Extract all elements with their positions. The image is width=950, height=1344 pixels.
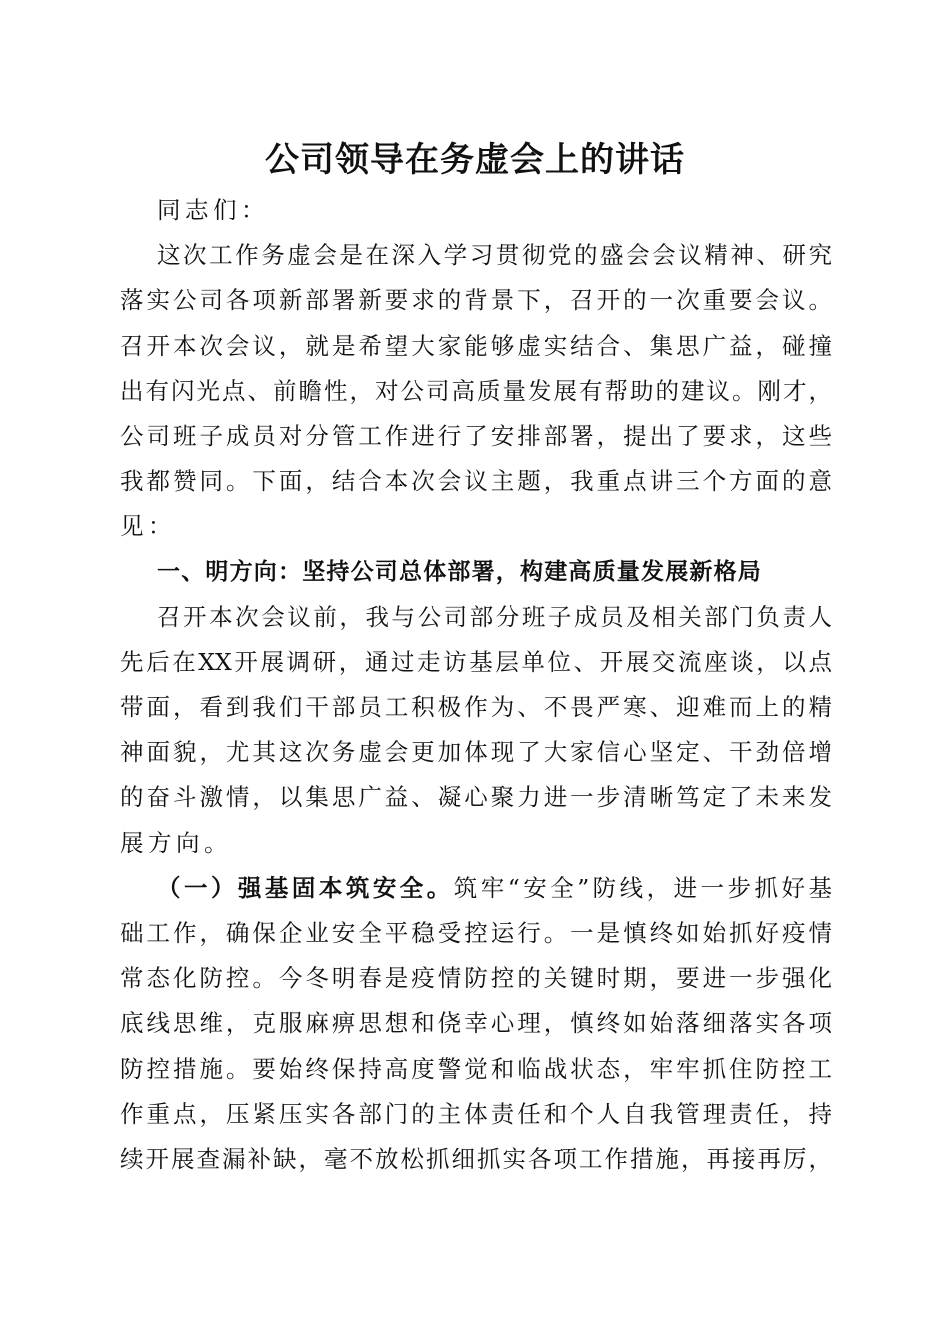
intro-line: 公司班子成员对分管工作进行了安排部署，提出了要求，这些 [120,421,832,450]
subsection-line: 防控措施。要始终保持高度警觉和临战状态，牢牢抓住防控工 [120,1054,832,1083]
subsection-line: 续开展查漏补缺，毫不放松抓细抓实各项工作措施，再接再厉， [120,1144,832,1173]
intro-line: 落实公司各项新部署新要求的背景下，召开的一次重要会议。 [120,286,832,315]
document-title: 公司领导在务虚会上的讲话 [265,140,685,180]
section-line: 展方向。 [120,828,232,857]
intro-line: 召开本次会议，就是希望大家能够虚实结合、集思广益，碰撞 [120,331,832,360]
intro-line: 这次工作务虚会是在深入学习贯彻党的盛会会议精神、研究 [157,241,832,270]
section-line: 召开本次会议前，我与公司部分班子成员及相关部门负责人 [157,602,832,631]
subsection-text: 筑牢“安全”防线，进一步抓好基 [453,873,833,902]
salutation: 同志们： [157,196,269,224]
section-heading: 一、明方向：坚持公司总体部署，构建高质量发展新格局 [157,558,762,585]
section-line: 带面，看到我们干部员工积极作为、不畏严寒、迎难而上的精 [120,693,832,722]
subsection-line: 作重点，压紧压实各部门的主体责任和个人自我管理责任，持 [120,1099,832,1128]
subsection-heading: （一）强基固本筑安全。 [157,873,454,902]
section-line: 神面貌，尤其这次务虚会更加体现了大家信心坚定、干劲倍增 [120,738,832,767]
subsection-line: 常态化防控。今冬明春是疫情防控的关键时期，要进一步强化 [120,964,832,993]
intro-line: 我都赞同。下面，结合本次会议主题，我重点讲三个方面的意 [120,467,832,496]
intro-line: 出有闪光点、前瞻性，对公司高质量发展有帮助的建议。刚才， [120,376,832,405]
intro-line: 见： [120,512,176,541]
section-line: 的奋斗激情，以集思广益、凝心聚力进一步清晰笃定了未来发 [120,783,832,812]
subsection-line: 底线思维，克服麻痹思想和侥幸心理，慎终如始落细落实各项 [120,1009,832,1038]
section-line: 先后在XX开展调研，通过走访基层单位、开展交流座谈，以点 [120,647,832,676]
document-body [120,188,832,1182]
subsection-first-line [120,866,832,911]
subsection-line: 础工作，确保企业安全平稳受控运行。一是慎终如始抓好疫情 [120,919,832,947]
